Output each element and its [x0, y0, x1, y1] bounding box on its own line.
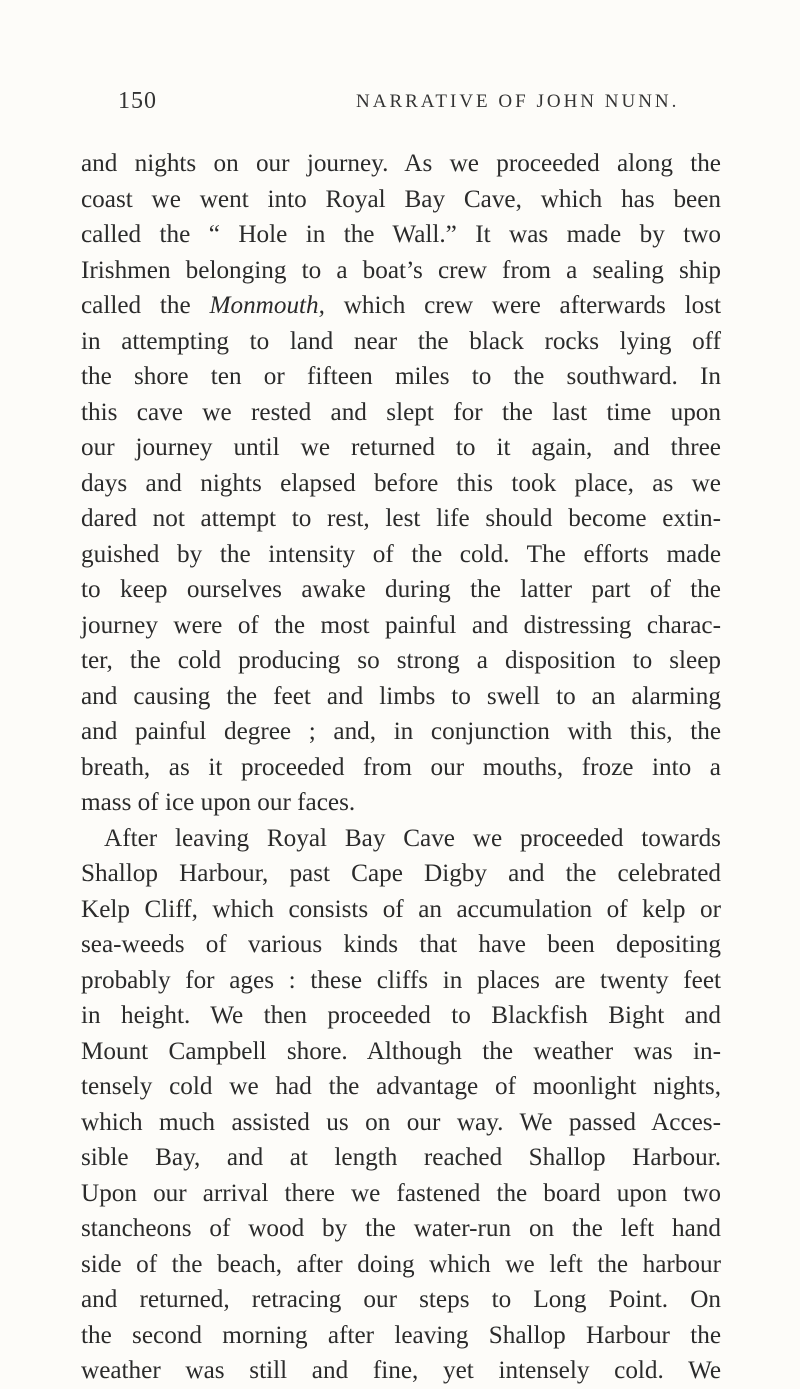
- text-line: Upon our arrival there we fastened the board upon two: [81, 1179, 721, 1207]
- text-line: called the “ Hole in the Wall.” It was made by two: [81, 221, 721, 248]
- text-line: which much assisted us on our way. We passed Acces-: [81, 1108, 721, 1136]
- paragraph-1: [81, 146, 721, 821]
- text-line: guished by the intensity of the cold. The efforts made: [81, 540, 721, 568]
- text-line: and nights on our journey. As we proceeded along the: [81, 150, 721, 177]
- text-line: probably for ages : these cliffs in places are twenty feet: [81, 966, 721, 994]
- text-line: to keep ourselves awake during the latter part of the: [81, 576, 721, 603]
- text-line: Irishmen belonging to a boat’s crew from a sealing ship: [81, 256, 721, 284]
- text-line: Shallop Harbour, past Cape Digby and the celebrated: [81, 860, 721, 887]
- text-line: coast we went into Royal Bay Cave, which has been: [81, 185, 721, 213]
- text-line: our journey until we returned to it again, and three: [81, 434, 721, 461]
- text-line: in height. We then proceeded to Blackfish Bight and: [81, 1002, 721, 1029]
- text-line: [81, 288, 721, 324]
- text-line: stancheons of wood by the water-run on the left hand: [81, 1215, 721, 1242]
- page-number: 150: [118, 88, 157, 114]
- text-line: dared not attempt to rest, lest life should become extin-: [81, 505, 721, 532]
- text-fragment: called the: [81, 292, 191, 319]
- text-line: days and nights elapsed before this took place, as we: [81, 469, 721, 497]
- running-head: NARRATIVE OF JOHN NUNN.: [356, 91, 680, 112]
- text-line: and causing the feet and limbs to swell to an alarming: [81, 682, 721, 710]
- text-line: journey were of the most painful and distressing charac-: [81, 611, 721, 639]
- text-fragment: which crew were afterwards lost: [343, 292, 722, 319]
- page-header: [0, 88, 800, 118]
- text-line: sible Bay, and at length reached Shallop Harbour.: [81, 1144, 721, 1171]
- text-line: After leaving Royal Bay Cave we proceeded towards: [104, 824, 721, 852]
- text-line: the second morning after leaving Shallop Harbour the: [81, 1321, 721, 1349]
- text-line: ter, the cold producing so strong a disposition to sleep: [81, 647, 721, 674]
- text-line: in attempting to land near the black rocks lying off: [81, 327, 721, 355]
- ship-name: Monmouth,: [209, 292, 325, 319]
- text-line: and returned, retracing our steps to Long Point. On: [81, 1286, 721, 1313]
- text-line: breath, as it proceeded from our mouths, froze into a: [81, 753, 721, 781]
- text-line: and painful degree ; and, in conjunction with this, the: [81, 718, 721, 745]
- paragraph-2: [81, 821, 721, 1389]
- body-text: [81, 146, 721, 1389]
- text-line: side of the beach, after doing which we left the harbour: [81, 1250, 721, 1278]
- text-line: Kelp Cliff, which consists of an accumulation of kelp or: [81, 895, 721, 923]
- text-line: tensely cold we had the advantage of moonlight nights,: [81, 1073, 721, 1100]
- text-line: the shore ten or fifteen miles to the southward. In: [81, 363, 721, 390]
- text-line: weather was still and fine, yet intensely cold. We: [81, 1357, 721, 1384]
- text-line: mass of ice upon our faces.: [81, 789, 356, 816]
- text-line: sea-weeds of various kinds that have been depositing: [81, 931, 721, 958]
- text-line: Mount Campbell shore. Although the weather was in-: [81, 1037, 721, 1065]
- text-line: this cave we rested and slept for the last time upon: [81, 398, 721, 426]
